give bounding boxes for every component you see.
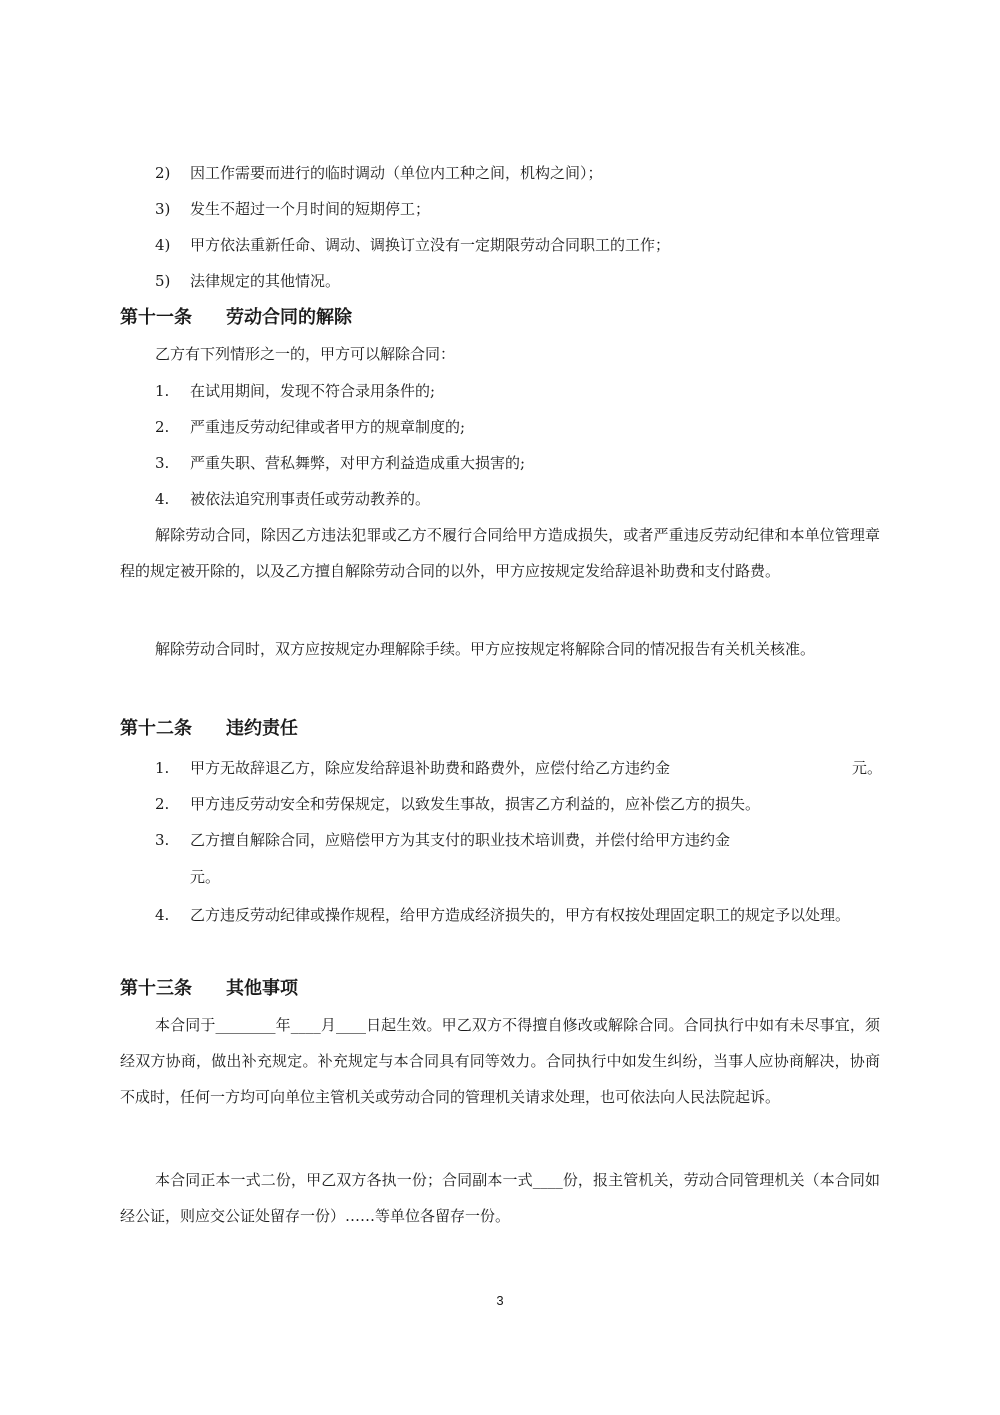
page-number: 3 [496,1293,504,1308]
article-number: 第十二条 [120,718,192,739]
list-item-text: 被依法追究刑事责任或劳动教养的。 [190,490,431,508]
list-item-text: 严重违反劳动纪律或者甲方的规章制度的; [190,418,466,436]
list-item-number: 2. [155,795,170,813]
article-13-paragraph: 本合同正本一式二份，甲乙双方各执一份；合同副本一式____份，报主管机关，劳动合同管理机关（本合同如经公证，则应交公证处留存一份）……等单位各留存一份。 [120,1171,880,1225]
article-11-paragraph: 解除劳动合同时，双方应按规定办理解除手续。甲方应按规定将解除合同的情况报告有关机关核准。 [155,640,816,658]
list-item-text: 在试用期间，发现不符合录用条件的; [190,382,436,400]
list-item-text: 乙方违反劳动纪律或操作规程，给甲方造成经济损失的，甲方有权按处理固定职工的规定予以处理。 [190,906,851,924]
list-item-unit: 元。 [190,868,221,886]
list-item-text: 甲方无故辞退乙方，除应发给辞退补助费和路费外，应偿付给乙方违约金 [190,759,671,777]
list-item-number: 5) [155,272,171,290]
article-title: 劳动合同的解除 [226,307,352,328]
article-title: 违约责任 [226,718,298,739]
article-11-heading [120,307,352,329]
list-item-number: 2) [155,164,171,182]
list-item-number: 1. [155,759,170,777]
list-item-text: 甲方违反劳动安全和劳保规定，以致发生事故，损害乙方利益的，应补偿乙方的损失。 [190,795,761,813]
article-11-paragraph: 解除劳动合同，除因乙方违法犯罪或乙方不履行合同给甲方造成损失，或者严重违反劳动纪律和本单位管理章程的规定被开除的，以及乙方擅自解除劳动合同的以外，甲方应按规定发给辞退补助费和支付路费。 [120,526,880,580]
article-12-heading [120,718,298,740]
list-item-text: 因工作需要而进行的临时调动（单位内工种之间，机构之间）； [190,164,603,182]
list-item-text: 乙方擅自解除合同，应赔偿甲方为其支付的职业技术培训费，并偿付给甲方违约金 [190,831,731,849]
list-item-number: 2. [155,418,170,436]
list-item-number: 3. [155,454,170,472]
list-item-text: 严重失职、营私舞弊，对甲方利益造成重大损害的; [190,454,526,472]
list-item-number: 4. [155,906,170,924]
list-item-text: 法律规定的其他情况。 [190,272,341,290]
list-item-number: 4. [155,490,170,508]
list-item-number: 4) [155,236,171,254]
list-item-number: 3) [155,200,171,218]
list-item-text: 发生不超过一个月时间的短期停工； [190,200,431,218]
article-13-heading [120,978,298,1000]
list-item-number: 1. [155,382,170,400]
article-number: 第十一条 [120,307,192,328]
article-number: 第十三条 [120,978,192,999]
article-13-paragraph: 本合同于________年____月____日起生效。甲乙双方不得擅自修改或解除合同。合同执行中如有未尽事宜，须经双方协商，做出补充规定。补充规定与本合同具有同等效力。合同执行中如发生纠纷，当事人应协商解决，协商不成时，任何一方均可向单位主管机关或劳动合同的管理机关请求处理，也可依法向人民法院起诉。 [120,1016,880,1106]
article-11-intro: 乙方有下列情形之一的，甲方可以解除合同： [155,345,456,363]
article-title: 其他事项 [226,978,298,999]
list-item-unit: 元。 [852,759,883,777]
list-item-number: 3. [155,831,170,849]
list-item-text: 甲方依法重新任命、调动、调换订立没有一定期限劳动合同职工的工作； [190,236,671,254]
